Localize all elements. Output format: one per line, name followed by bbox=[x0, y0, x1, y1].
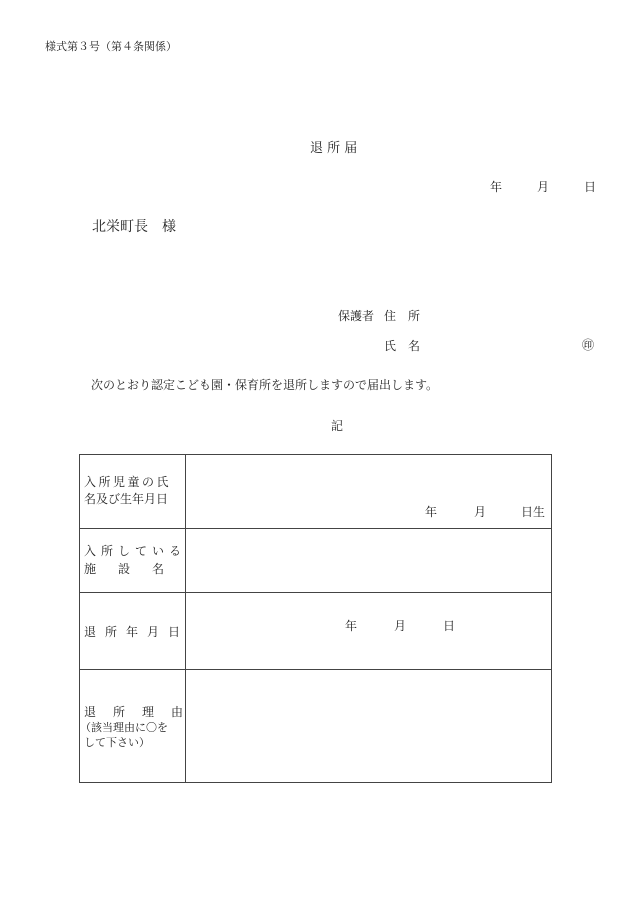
birth-month-label: 月 bbox=[474, 505, 487, 519]
date-month-label: 月 bbox=[537, 180, 550, 194]
reason-label: 退所理由 bbox=[84, 705, 201, 719]
withdrawal-year-label: 年 bbox=[345, 619, 358, 633]
name-label: 氏 名 bbox=[384, 339, 421, 353]
birth-day-label: 日生 bbox=[521, 505, 546, 519]
withdrawal-month-label: 月 bbox=[394, 619, 407, 633]
child-name-label-line1: 入所児童の氏 bbox=[84, 475, 172, 489]
reason-note-line2: して下さい） bbox=[84, 736, 150, 749]
child-name-label-line2: 名及び生年月日 bbox=[84, 492, 169, 506]
withdrawal-day-label: 日 bbox=[443, 619, 456, 633]
statement: 次のとおり認定こども園・保育所を退所しますので届出します。 bbox=[91, 378, 439, 392]
withdrawal-date-label: 退所年月日 bbox=[84, 625, 190, 639]
date-day-label: 日 bbox=[584, 180, 597, 194]
address-label: 住 所 bbox=[384, 309, 421, 323]
document-title: 退 所 届 bbox=[310, 141, 358, 156]
facility-label-line1: 入所している bbox=[84, 544, 187, 558]
addressee: 北栄町長 様 bbox=[92, 219, 176, 235]
birth-year-label: 年 bbox=[425, 505, 438, 519]
seal-mark: ㊞ bbox=[582, 338, 595, 352]
guardian-label: 保護者 bbox=[338, 309, 375, 323]
form-number: 様式第３号（第４条関係） bbox=[45, 40, 177, 53]
facility-label-line2: 施設名 bbox=[84, 562, 187, 576]
reason-note-line1: （該当理由に〇を bbox=[80, 721, 168, 734]
ki-label: 記 bbox=[331, 419, 344, 433]
date-year-label: 年 bbox=[490, 180, 503, 194]
